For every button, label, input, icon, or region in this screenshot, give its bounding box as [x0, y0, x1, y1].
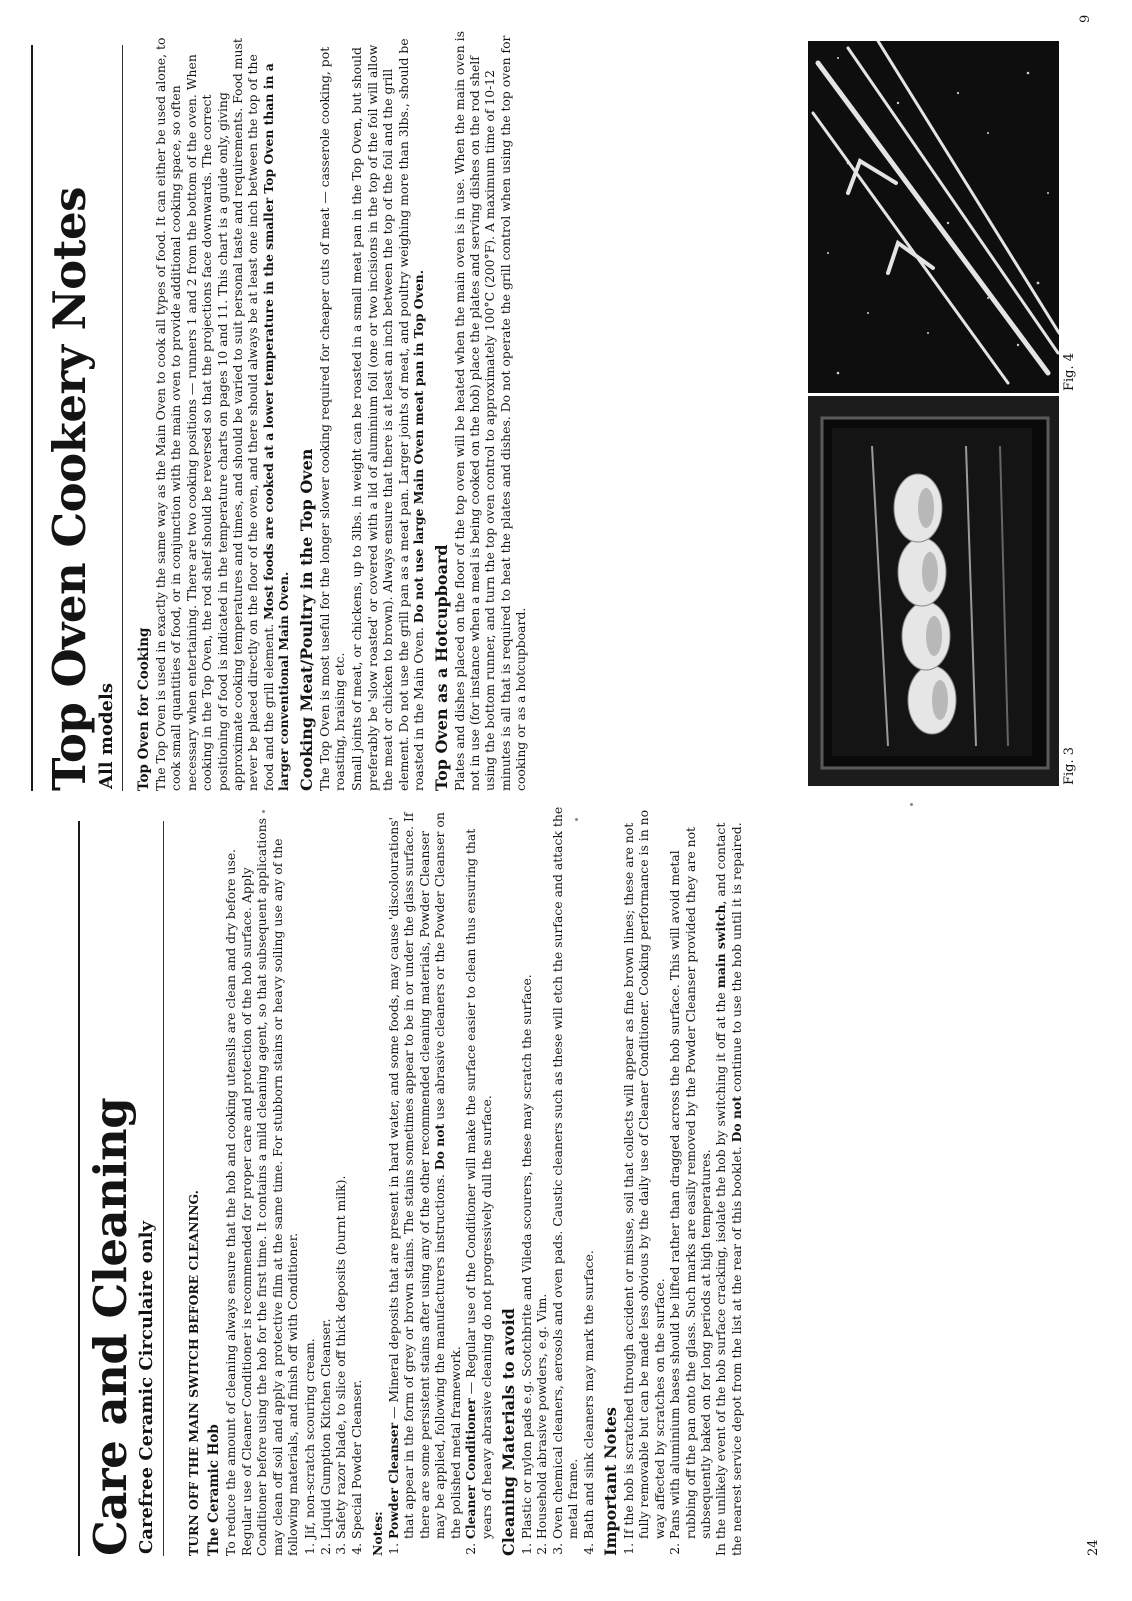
meat-heading: Cooking Meat/Poultry in the Top Oven [296, 448, 316, 791]
final-text: , and contact the nearest service depot from the list at the rear of this booklet. [713, 822, 744, 1556]
ceramic-hob-heading: The Ceramic Hob [206, 1424, 223, 1556]
note-bold: Do not [432, 1123, 448, 1171]
rod-shelf-illustration [808, 41, 1059, 393]
final-paragraph [713, 806, 744, 1556]
list-item: 2. Household abrasive powders, e.g. Vim. [534, 806, 549, 1539]
final-text: continue to use the hob until it is repaired. [728, 822, 744, 1096]
hotcupboard-text: Plates and dishes placed on the floor of the top oven will be heated when the main oven is in use. When the main oven is not in use (for instance when a meal is being cooked on the hob) place the plates and serving dishes on the rod shelf using the bottom runner, and turn the top oven control to approximately 100°C (200°F). A maximum time of 10-12 minutes is all that is required to heat the plates and dishes. Do not operate the grill control when using the top oven for cooking or as a hotcupboard. [451, 31, 529, 791]
important-heading: Important Notes [600, 1407, 620, 1556]
body-bold: Do not use large Main Oven meat pan in Top Oven. [411, 269, 427, 624]
list-item: 1. Plastic or nylon pads e.g. Scotchbrite and Vileda scourers, these may scratch the surface. [519, 806, 534, 1539]
note-text: — Mineral deposits that are present in hard water, and some foods, may cause 'discolourations' that appear in the form of grey or brown stains. The stains sometimes appear to be in or under the glass surface. If there are some persistent stains after using any of the other recommended cleaning materials, Powder Cleanser may be applied, following the manufacturers instructions. [386, 812, 448, 1539]
page-subtitle: All models [96, 683, 117, 789]
note-text: — Regular use of the Conditioner will make the surface easier to clean thus ensuring that years of heavy abrasive cleaning do not progressively dull the surface. [463, 828, 494, 1539]
notes-list [386, 806, 494, 1556]
list-item: 2. Liquid Gumption Kitchen Cleanser. [318, 806, 333, 1539]
list-item: 4. Special Powder Cleanser. [349, 806, 364, 1539]
list-item: 3. Oven chemical cleaners, aerosols and oven pads. Caustic cleaners such as these will etch the surface and attack the metal frame. [550, 806, 581, 1539]
list-item: 3. Safety razor blade, to slice off thick deposits (burnt milk). [333, 806, 348, 1539]
oven-plates-illustration [808, 396, 1059, 786]
list-item [386, 806, 463, 1539]
hotcupboard-heading: Top Oven as a Hotcupboard [431, 544, 451, 791]
top-rule [31, 45, 33, 791]
list-item: 4. Bath and sink cleaners may mark the surface. [581, 806, 596, 1539]
page-number: 9 [1078, 14, 1093, 23]
avoid-heading: Cleaning Materials to avoid [498, 1308, 518, 1556]
note-text: use abrasive cleaners or the Powder Cleanser on the polished metal framework. [432, 812, 463, 1539]
list-item [463, 806, 494, 1539]
header-rule [163, 821, 164, 1556]
avoid-list [519, 806, 596, 1556]
figure-3-photo [808, 396, 1059, 786]
body-bold: Most foods are cooked at a lower temperature in the smaller Top Oven than in a larger conventional Main Oven. [260, 63, 292, 791]
figure-3-caption: Fig. 3 [1062, 746, 1077, 785]
meat-text [349, 31, 426, 791]
list-item: 1. Jif, non-scratch scouring cream. [302, 806, 317, 1539]
page-number: 24 [1086, 1539, 1101, 1556]
materials-list [302, 806, 364, 1556]
top-oven-cooking-heading: Top Oven for Cooking [136, 627, 152, 791]
note-bold: Cleaner Conditioner [463, 1398, 479, 1539]
left-body [186, 806, 746, 1556]
body-text: The Top Oven is used in exactly the same way as the Main Oven to cook all types of food. It can either be used alone, to cook small quantities of food, or in conjunction with the main oven to provide additional cooking space, so often necessary when entertaining. There are two cooking positions — runners 1 and 2 from the bottom of the oven. When cooking in the Top Oven, the rod shelf should be reversed so that the projections face downwards. The correct positioning of food is indicated in the temperature charts on pages 10 and 11. This chart is a guide only, giving approximate cooking temperatures and times, and should be varied to suit personal taste and requirements. Food must never be placed directly on the floor of the oven, and there should always be at least one inch between the top of the food and the grill element. [153, 37, 276, 791]
page-title: Top Oven Cookery Notes [43, 187, 96, 791]
page-subtitle: Carefree Ceramic Circulaire only [136, 1221, 157, 1554]
note-bold: Powder Cleanser [386, 1422, 402, 1539]
final-bold: main switch [713, 904, 729, 989]
page-left [0, 801, 1132, 1601]
warning-text: TURN OFF THE MAIN SWITCH BEFORE CLEANING. [186, 1190, 201, 1556]
notes-heading: Notes: [370, 1511, 386, 1556]
scan-speck [910, 803, 913, 806]
page-title: Care and Cleaning [84, 1097, 137, 1556]
final-bold: Do not [728, 1096, 744, 1143]
figure-4-caption: Fig. 4 [1062, 352, 1077, 391]
list-item: 1. If the hob is scratched through accident or misuse, soil that collects will appear as fine brown lines; these are not fully removable but can be made less obvious by the daily use of Cleaner Conditioner. Cooking performance is in no way affected by scratches on the surface. [621, 806, 667, 1539]
important-list [621, 806, 713, 1556]
ceramic-hob-text: To reduce the amount of cleaning always ensure that the hob and cooking utensils are clean and dry before use. Regular use of Cleaner Conditioner is recommended for proper care and protection of the hob surface. Apply Conditioner before using the hob for the first time. It contains a mild cleaning agent, so that subsequent applications may clean off soil and apply a protective film at the same time. For stubborn stains or heavy soiling use any of the following materials, and finish off with Conditioner. [223, 817, 301, 1556]
header-rule [122, 45, 123, 791]
scan-speck [575, 818, 578, 821]
top-oven-cooking-text [153, 31, 292, 791]
scan-speck [262, 810, 265, 813]
list-item: 2. Pans with aluminium bases should be lifted rather than dragged across the hob surface. This will avoid metal rubbing off the pan onto the glass. Such marks are easily removed by the Powder Cleanser provided they are not subsequently baked on for long periods at high temperatures. [667, 806, 713, 1539]
figure-4-photo [808, 41, 1059, 393]
top-rule [78, 821, 80, 1556]
meat-text: The Top Oven is most useful for the longer slower cooking required for cheaper cuts of meat — casserole cooking, pot roasting, braising etc. [316, 46, 348, 791]
body-text: Small joints of meat, or chickens, up to 3lbs. in weight can be roasted in a small meat pan in the Top Oven, but should preferably be 'slow roasted' or covered with a lid of aluminium foil (one or two incisions in the top of the foil will allow the meat or chicken to brown). Always ensure that there is at least an inch between the top of the foil and the grill element. Do not use the grill pan as a meat pan. Larger joints of meat, and poultry weighing more than 3lbs., should be roasted in the Main Oven. [349, 38, 427, 791]
final-text: In the unlikely event of the hob surface cracking, isolate the hob by switching it off at the [713, 988, 729, 1556]
right-body [132, 31, 531, 791]
